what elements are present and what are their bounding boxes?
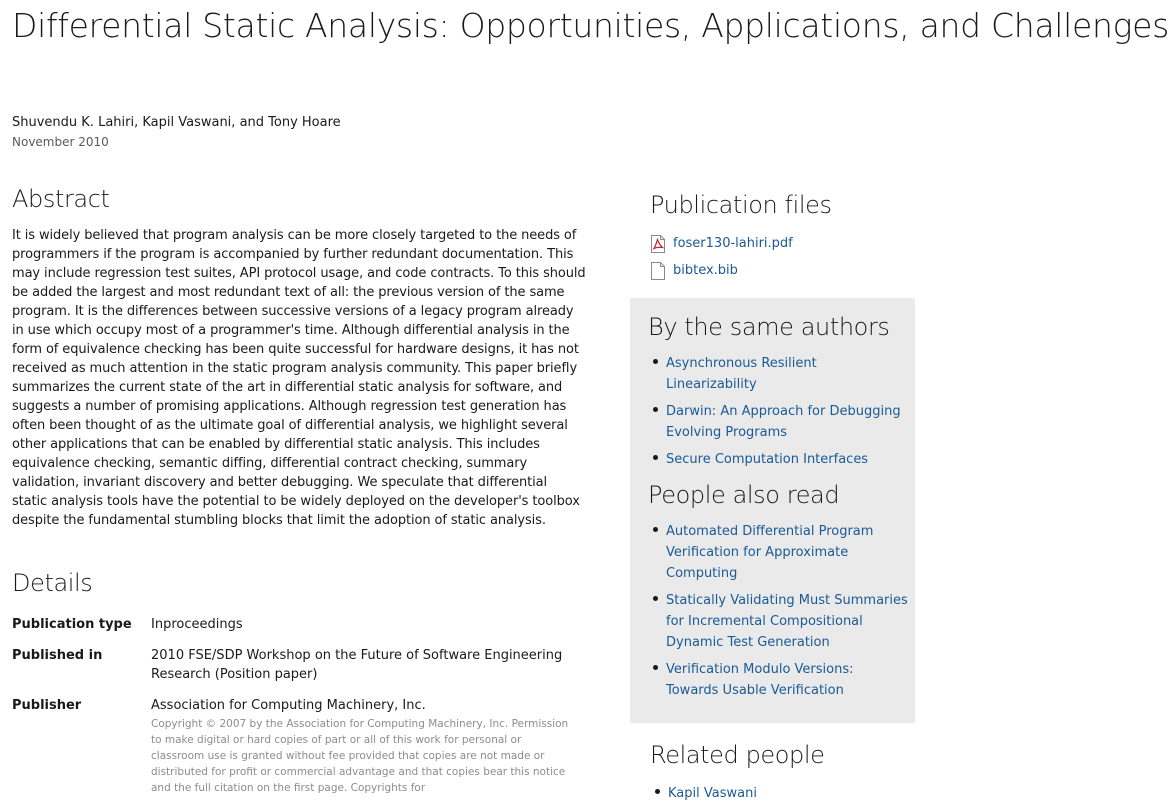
- list-item: [666, 448, 910, 469]
- related-publication-link[interactable]: Statically Validating Must Summaries for Incremental Compositional Dynamic Test Generation: [666, 593, 908, 650]
- related-people-heading: Related people: [650, 741, 825, 769]
- list-item: [666, 658, 910, 700]
- list-item: [666, 352, 910, 394]
- detail-row-publisher: [12, 696, 587, 796]
- list-item: [666, 400, 910, 442]
- related-person-link[interactable]: Kapil Vaswani: [668, 786, 757, 801]
- copyright-notice: Copyright © 2007 by the Association for Computing Machinery, Inc. Permission to make digital or hard copies of part or all of this work for personal or classroom use is granted without fee provided that copies are not made or distributed for profit or commercial advantage and that copies bear this notice and the full citation on the first page. Copyrights for: [151, 718, 569, 794]
- related-people-list: [650, 782, 910, 803]
- related-publication-link[interactable]: Asynchronous Resilient Linearizability: [666, 356, 817, 392]
- list-item: [666, 589, 910, 652]
- detail-label: Publication type: [12, 617, 132, 632]
- people-also-read-list: [648, 520, 910, 700]
- list-item: [666, 520, 910, 583]
- detail-value-publisher: [151, 696, 587, 796]
- publisher-name: Association for Computing Machinery, Inc.: [151, 698, 426, 713]
- abstract-text: It is widely believed that program analysis can be more closely targeted to the needs of programmers if the program is accompanied by further redundant documentation. This may include regression test suites, API protocol usage, and code contracts. To this should be added the largest and most redundant text of all: the previous version of the same program. It is the differences between successive versions of a legacy program already in use which occupy most of a programmer's time. Although differential analysis in the form of equivalence checking has been quite successful for hardware designs, it has not received as much attention in the static program analysis community. This paper briefly summarizes the current state of the art in differential static analysis for software, and suggests a number of promising applications. Although regression test generation has often been thought of as the ultimate goal of differential analysis, we highlight several other applications that can be enabled by differential static analysis. This includes equivalence checking, semantic diffing, differential contract checking, summary validation, invariant discovery and better debugging. We speculate that differential static analysis tools have the potential to be widely deployed on the developer's toolbox despite the fundamental stumbling blocks that limit the adoption of static analysis.: [12, 228, 586, 528]
- abstract-heading: Abstract: [12, 185, 110, 213]
- detail-value: 2010 FSE/SDP Workshop on the Future of Software Engineering Research (Position paper): [151, 648, 563, 682]
- by-same-authors-section: [648, 312, 910, 475]
- document-file-icon: [650, 262, 666, 280]
- file-list: [650, 230, 910, 284]
- authors: Shuvendu K. Lahiri, Kapil Vaswani, and Tony Hoare: [12, 115, 341, 130]
- publication-files-section: [650, 190, 910, 284]
- by-same-authors-list: [648, 352, 910, 469]
- page-title: Differential Static Analysis: Opportunities, Applications, and Challenges: [12, 6, 1169, 45]
- related-people-section: [650, 740, 910, 809]
- detail-value: Inproceedings: [151, 617, 243, 632]
- detail-label: Published in: [12, 648, 103, 663]
- people-also-read-section: [648, 480, 910, 706]
- related-publication-link[interactable]: Darwin: An Approach for Debugging Evolving Programs: [666, 404, 901, 440]
- detail-label: Publisher: [12, 698, 82, 713]
- publication-date: November 2010: [12, 135, 109, 149]
- publication-files-heading: Publication files: [650, 191, 832, 219]
- list-item: [668, 782, 910, 803]
- detail-row-published-in: [12, 646, 587, 684]
- file-item-pdf: [650, 230, 910, 257]
- related-content-panel: [630, 298, 915, 723]
- related-publication-link[interactable]: Verification Modulo Versions: Towards Usable Verification: [666, 662, 854, 698]
- details-table: [12, 615, 587, 808]
- by-same-authors-heading: By the same authors: [648, 313, 890, 341]
- people-also-read-heading: People also read: [648, 481, 840, 509]
- pdf-file-link[interactable]: foser130-lahiri.pdf: [673, 236, 793, 251]
- details-heading: Details: [12, 569, 93, 597]
- detail-row-publication-type: [12, 615, 587, 634]
- bib-file-link[interactable]: bibtex.bib: [673, 263, 738, 278]
- related-publication-link[interactable]: Automated Differential Program Verification for Approximate Computing: [666, 524, 874, 581]
- pdf-file-icon: [650, 235, 666, 253]
- file-item-bib: [650, 257, 910, 284]
- related-publication-link[interactable]: Secure Computation Interfaces: [666, 452, 869, 467]
